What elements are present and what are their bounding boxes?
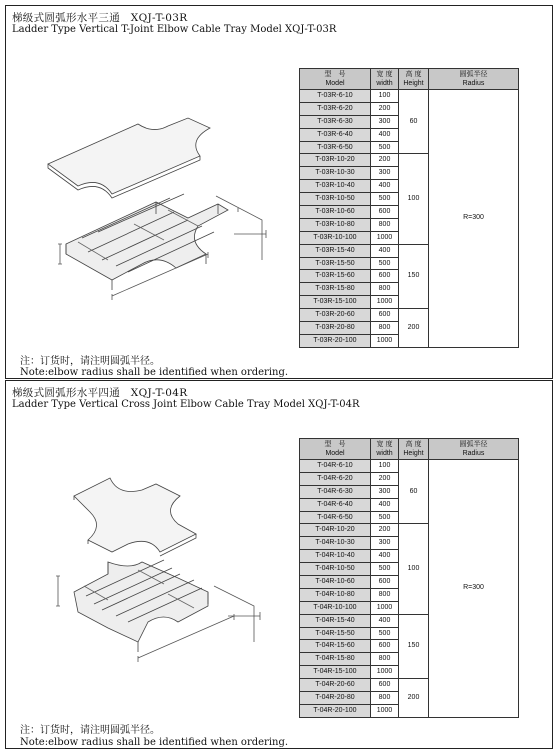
width-cell: 800 [371,588,399,601]
model-cell: T-03R-10-30 [300,167,371,180]
model-cell: T-04R-15-100 [300,666,371,679]
width-header-cn: 宽 度 [376,71,393,78]
model-cell: T-04R-6-40 [300,498,371,511]
table-header-row [300,69,519,90]
height-cell: 200 [399,309,429,348]
model-header-cn: 型 号 [324,441,346,448]
model-cell: T-03R-15-60 [300,270,371,283]
model-cell: T-03R-20-100 [300,334,371,347]
model-cell: T-03R-6-10 [300,90,371,103]
t-joint-tray-drawing [38,114,278,314]
model-cell: T-04R-20-100 [300,704,371,717]
model-cell: T-04R-10-40 [300,550,371,563]
model-cell: T-03R-15-80 [300,283,371,296]
model-cell: T-04R-10-80 [300,588,371,601]
height-header-en: Height [403,80,424,87]
width-cell: 1000 [371,704,399,717]
width-cell: 300 [371,537,399,550]
width-cell: 300 [371,115,399,128]
height-header [399,439,429,460]
product-panel-cross-joint [5,380,553,749]
model-cell: T-03R-20-60 [300,309,371,322]
height-cell: 200 [399,679,429,718]
model-cell: T-04R-6-30 [300,485,371,498]
model-cell: T-04R-15-50 [300,627,371,640]
width-cell: 400 [371,180,399,193]
width-cell: 200 [371,472,399,485]
width-cell: 1000 [371,666,399,679]
width-cell: 200 [371,154,399,167]
model-header-en: Model [325,80,345,87]
width-cell: 200 [371,102,399,115]
model-cell: T-03R-10-20 [300,154,371,167]
model-cell: T-03R-10-100 [300,231,371,244]
radius-header [429,69,519,90]
height-header [399,69,429,90]
model-cell: T-04R-15-60 [300,640,371,653]
width-cell: 1000 [371,231,399,244]
title-chinese: 梯级式圆弧形水平三通 XQJ-T-03R [12,12,188,24]
width-cell: 1000 [371,296,399,309]
radius-header-cn: 圆弧半径 [459,71,488,78]
width-cell: 400 [371,614,399,627]
model-header-cn: 型 号 [324,71,346,78]
model-cell: T-03R-10-60 [300,206,371,219]
width-cell: 100 [371,90,399,103]
radius-header-cn: 圆弧半径 [459,441,488,448]
width-cell: 200 [371,524,399,537]
title-english: Ladder Type Vertical T-Joint Elbow Cable Tray Model XQJ-T-03R [12,24,337,35]
radius-header-en: Radius [462,450,485,457]
radius-cell: R=300 [429,460,519,718]
model-cell: T-04R-10-20 [300,524,371,537]
radius-cell: R=300 [429,90,519,348]
width-cell: 500 [371,193,399,206]
height-header-en: Height [403,450,424,457]
width-cell: 300 [371,485,399,498]
model-cell: T-03R-20-80 [300,322,371,335]
width-cell: 500 [371,257,399,270]
width-cell: 600 [371,640,399,653]
model-cell: T-03R-6-50 [300,141,371,154]
width-cell: 600 [371,206,399,219]
width-cell: 800 [371,653,399,666]
width-cell: 1000 [371,334,399,347]
model-header [300,439,371,460]
width-cell: 400 [371,550,399,563]
model-cell: T-03R-10-40 [300,180,371,193]
height-cell: 150 [399,614,429,678]
height-header-cn: 高 度 [405,441,422,448]
product-panel-t-joint [5,5,553,379]
model-cell: T-04R-6-20 [300,472,371,485]
table-row [300,90,519,103]
model-cell: T-03R-6-20 [300,102,371,115]
model-cell: T-04R-6-50 [300,511,371,524]
table-row [300,460,519,473]
title-english: Ladder Type Vertical Cross Joint Elbow Cable Tray Model XQJ-T-04R [12,399,360,410]
model-cell: T-04R-20-60 [300,679,371,692]
width-cell: 400 [371,244,399,257]
width-header-en: width [376,450,393,457]
model-cell: T-03R-15-100 [300,296,371,309]
order-note-english: Note:elbow radius shall be identified when ordering. [20,737,289,748]
width-cell: 100 [371,460,399,473]
width-cell: 600 [371,270,399,283]
table-header-row [300,439,519,460]
model-cell: T-04R-10-50 [300,563,371,576]
model-cell: T-03R-10-80 [300,218,371,231]
radius-header-en: Radius [462,80,485,87]
height-cell: 100 [399,154,429,244]
height-cell: 150 [399,244,429,308]
model-cell: T-03R-10-50 [300,193,371,206]
spec-table [299,68,519,348]
width-cell: 1000 [371,601,399,614]
order-note-chinese: 注：订货时，请注明圆弧半径。 [20,725,160,736]
model-cell: T-04R-15-80 [300,653,371,666]
model-cell: T-04R-10-30 [300,537,371,550]
order-note-english: Note:elbow radius shall be identified when ordering. [20,367,289,378]
width-header-cn: 宽 度 [376,441,393,448]
model-header-en: Model [325,450,345,457]
width-cell: 500 [371,141,399,154]
width-cell: 500 [371,563,399,576]
cross-joint-tray-drawing [38,466,278,666]
width-cell: 800 [371,218,399,231]
width-header [371,439,399,460]
width-cell: 500 [371,627,399,640]
spec-table [299,438,519,718]
radius-header [429,439,519,460]
model-header [300,69,371,90]
width-cell: 800 [371,692,399,705]
model-cell: T-04R-10-100 [300,601,371,614]
title-chinese: 梯级式圆弧形水平四通 XQJ-T-04R [12,387,188,399]
width-cell: 800 [371,283,399,296]
model-cell: T-04R-20-80 [300,692,371,705]
width-cell: 800 [371,322,399,335]
model-cell: T-04R-15-40 [300,614,371,627]
width-cell: 300 [371,167,399,180]
width-cell: 400 [371,128,399,141]
height-cell: 60 [399,460,429,524]
width-cell: 600 [371,679,399,692]
width-cell: 600 [371,576,399,589]
model-cell: T-03R-6-30 [300,115,371,128]
model-cell: T-04R-6-10 [300,460,371,473]
width-cell: 600 [371,309,399,322]
model-cell: T-03R-15-50 [300,257,371,270]
model-cell: T-03R-6-40 [300,128,371,141]
width-cell: 500 [371,511,399,524]
width-header-en: width [376,80,393,87]
width-header [371,69,399,90]
height-header-cn: 高 度 [405,71,422,78]
height-cell: 100 [399,524,429,614]
height-cell: 60 [399,90,429,154]
order-note-chinese: 注：订货时，请注明圆弧半径。 [20,356,160,367]
width-cell: 400 [371,498,399,511]
model-cell: T-03R-15-40 [300,244,371,257]
model-cell: T-04R-10-60 [300,576,371,589]
